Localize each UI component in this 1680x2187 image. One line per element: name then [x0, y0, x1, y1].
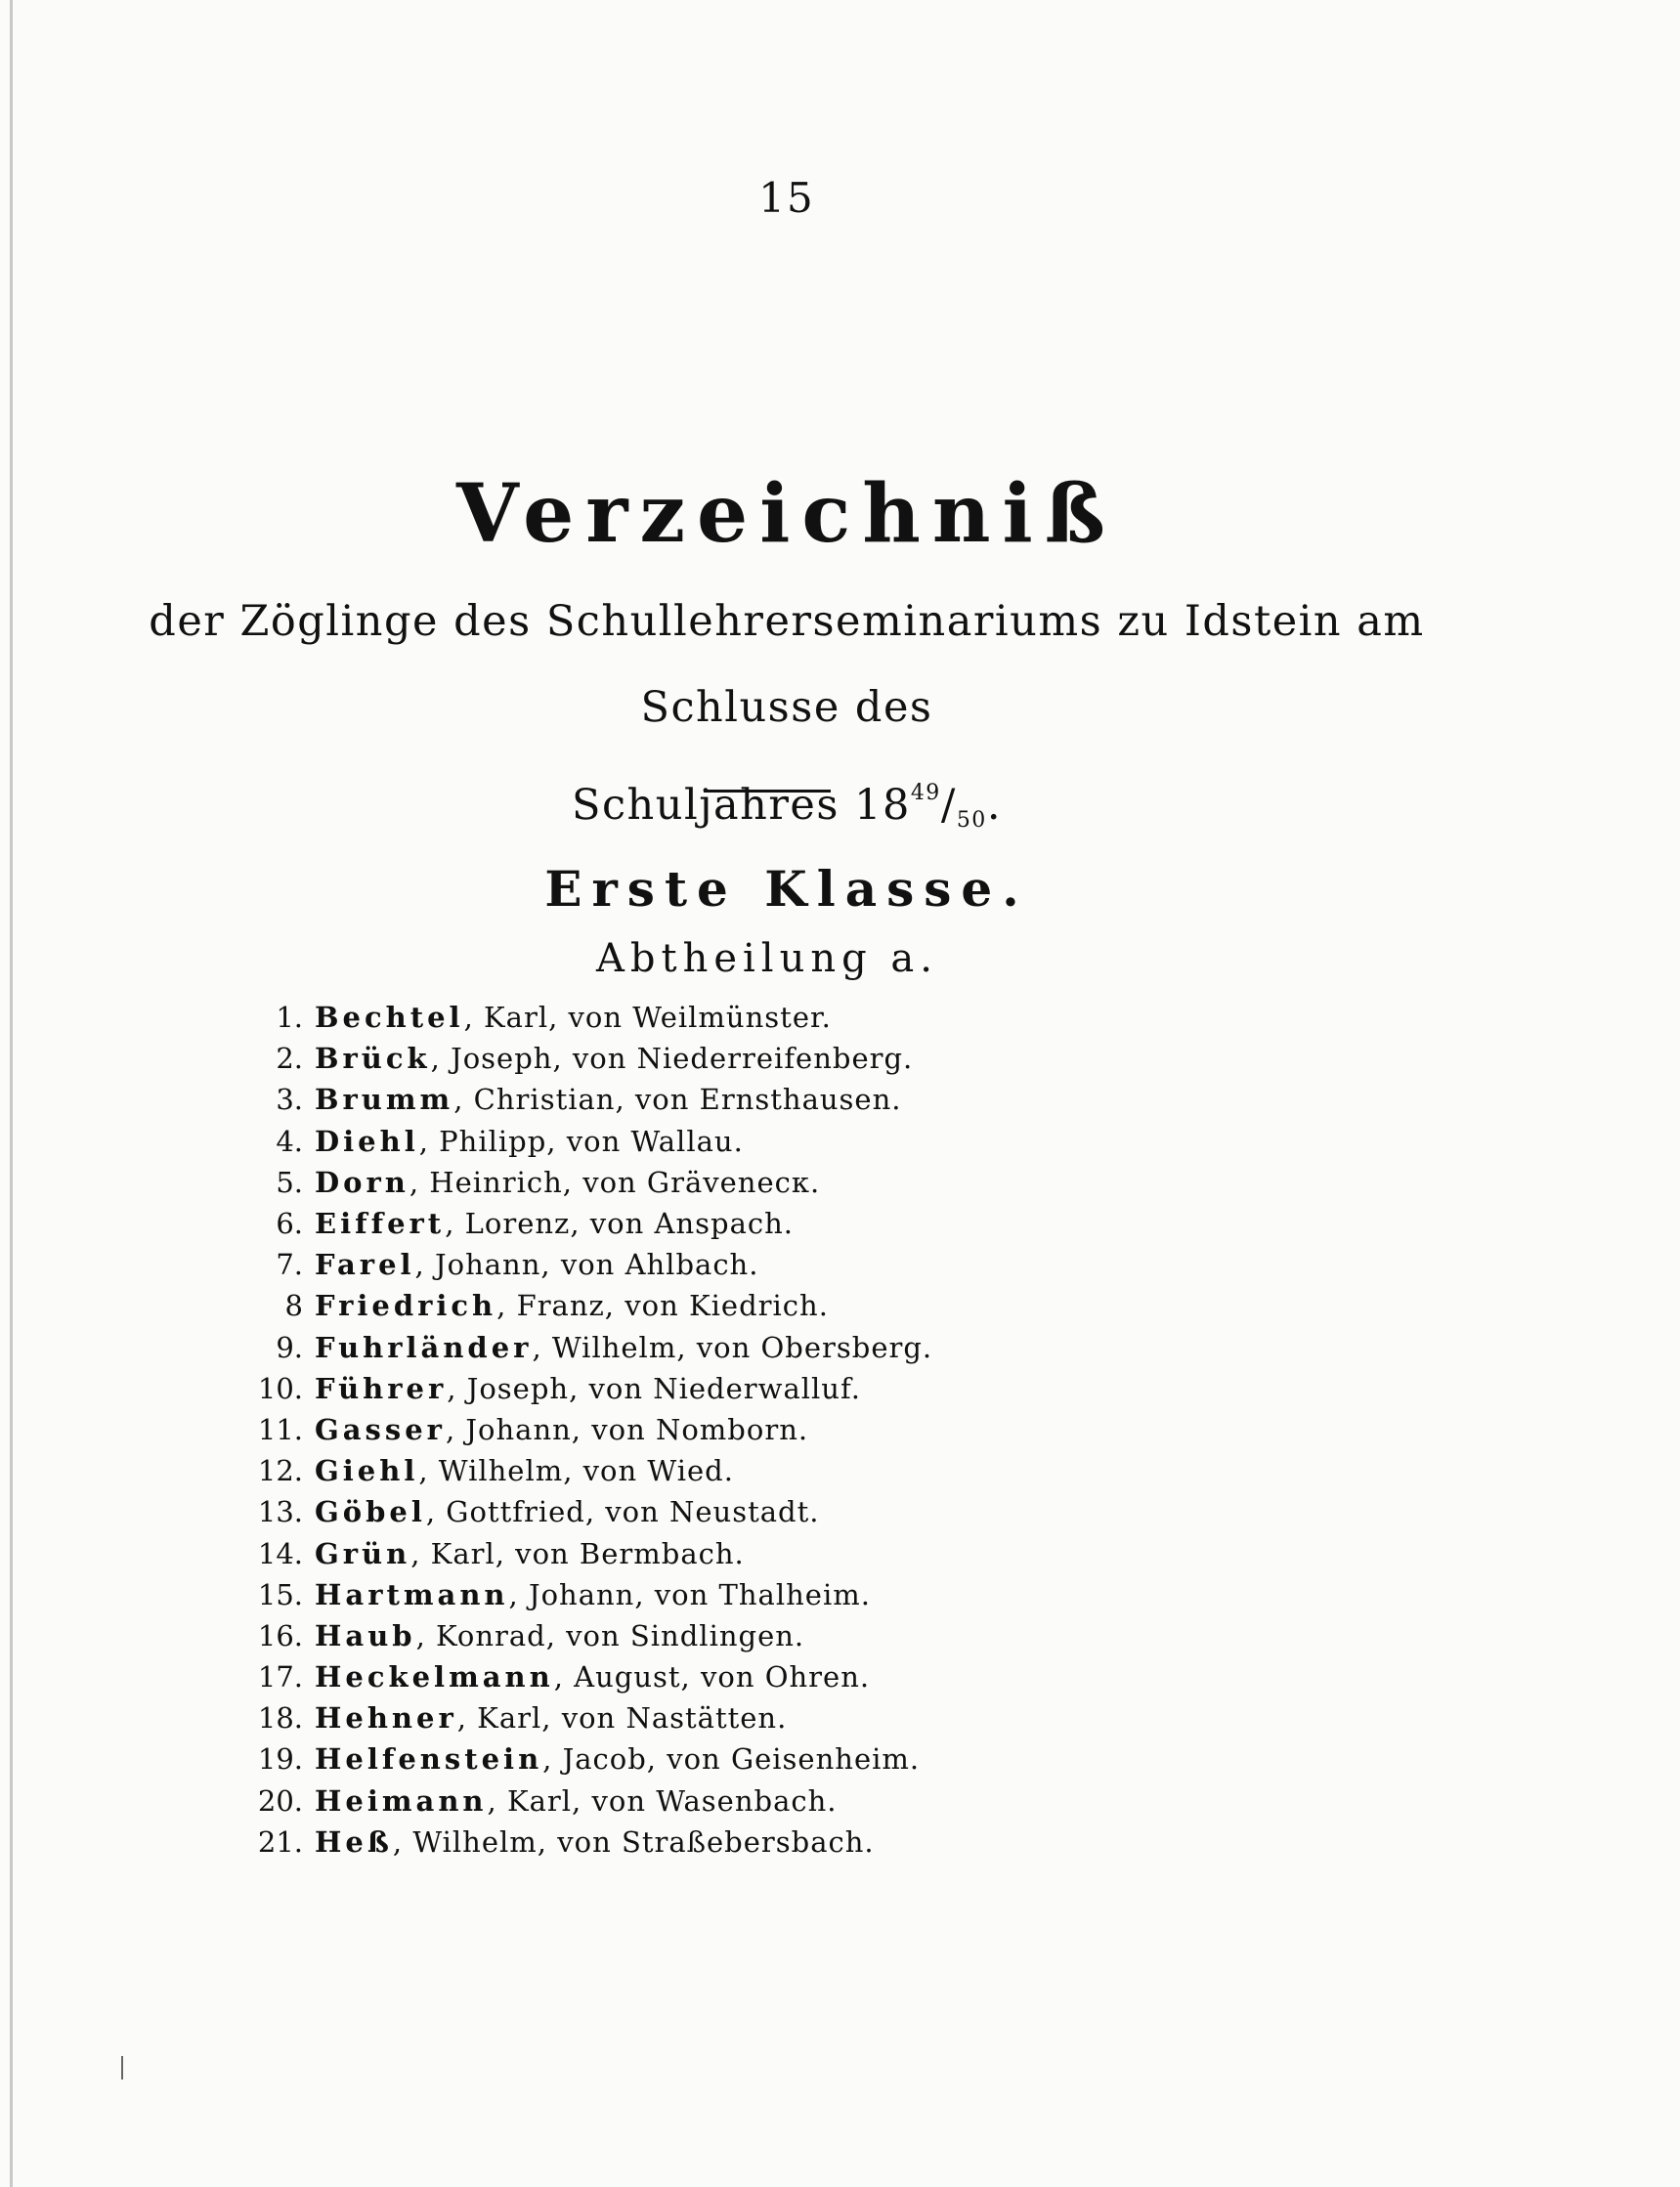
entry-number: 16.	[257, 1618, 303, 1652]
entry-details: , Joseph, von Niederreifenberg.	[430, 1042, 914, 1076]
entry-number: 15.	[257, 1577, 303, 1611]
subtitle-line-2	[88, 750, 1486, 864]
list-item	[244, 1450, 932, 1491]
entry-details: , Karl, von Wasenbach.	[487, 1783, 838, 1818]
entry-number: 21.	[257, 1824, 303, 1859]
entry-number: 4.	[276, 1124, 303, 1158]
year-subscript: 50	[956, 808, 987, 833]
entry-number: 5.	[276, 1165, 303, 1199]
entry-surname: Bechtel	[315, 1001, 464, 1035]
entry-surname: Brumm	[315, 1083, 454, 1117]
entry-details: , Heinrich, von Grävenecк.	[409, 1165, 821, 1199]
entry-number: 12.	[257, 1454, 303, 1488]
entry-number: 8	[284, 1289, 303, 1323]
list-item	[244, 1738, 932, 1780]
entry-surname: Heimann	[315, 1783, 488, 1818]
entry-surname: Heß	[315, 1824, 393, 1859]
document-subtitle	[88, 579, 1486, 864]
entry-surname: Fuhrländer	[315, 1330, 533, 1364]
entry-details: , Karl, von Bermbach.	[410, 1536, 745, 1570]
entry-surname: Heckelmann	[315, 1660, 554, 1694]
entry-surname: Dorn	[315, 1165, 409, 1199]
entry-number: 7.	[276, 1248, 303, 1282]
list-item	[244, 1491, 932, 1532]
entry-details: , Wilhelm, von Wied.	[418, 1454, 734, 1488]
entry-surname: Hartmann	[315, 1577, 509, 1611]
entry-details: , Philipp, von Wallau.	[418, 1124, 744, 1158]
year-separator: /	[940, 781, 957, 830]
list-item	[244, 1038, 932, 1079]
entry-details: , Karl, von Nastätten.	[456, 1701, 788, 1736]
entry-number: 1.	[276, 1001, 303, 1035]
page-number: 15	[758, 174, 815, 222]
entry-number: 10.	[257, 1371, 303, 1405]
entry-details: , Lorenz, von Anspach.	[445, 1207, 795, 1241]
entry-number: 17.	[257, 1660, 303, 1694]
entry-details: , Konrad, von Sindlingen.	[415, 1618, 805, 1652]
year-superscript: 49	[910, 781, 941, 805]
subtitle-line-1: der Zöglinge des Schullehrerseminariums zu Idstein am Schlusse des	[149, 597, 1425, 732]
entry-surname: Brück	[315, 1042, 431, 1076]
list-item	[244, 997, 932, 1038]
list-item	[244, 1822, 932, 1863]
list-item	[244, 1780, 932, 1822]
entry-surname: Helfenstein	[315, 1742, 543, 1777]
entry-details: , August, von Ohren.	[553, 1660, 871, 1694]
entry-surname: Hehner	[315, 1701, 457, 1736]
division-heading: Abtheilung a.	[596, 936, 938, 981]
entry-details: , Johann, von Ahlbach.	[414, 1248, 759, 1282]
entry-number: 14.	[257, 1536, 303, 1570]
entry-number: 13.	[257, 1495, 303, 1529]
entry-details: , Wilhelm, von Straßebersbach.	[392, 1824, 875, 1859]
list-item	[244, 1203, 932, 1244]
document-title: Verzeichniß	[456, 467, 1117, 561]
entry-surname: Farel	[315, 1248, 415, 1282]
class-heading: Erste Klasse.	[544, 860, 1029, 918]
entry-details: , Joseph, von Niederwalluf.	[447, 1371, 861, 1405]
entry-surname: Führer	[315, 1371, 448, 1405]
list-item	[244, 1574, 932, 1615]
entry-number: 11.	[257, 1412, 303, 1446]
list-item	[244, 1697, 932, 1738]
entry-details: , Gottfried, von Neustadt.	[425, 1495, 820, 1529]
scan-artifact-mark	[121, 2056, 123, 2080]
entry-details: , Franz, von Kiedrich.	[496, 1289, 829, 1323]
subtitle-school-year-label: Schuljahres 18	[572, 781, 911, 830]
entry-surname: Haub	[315, 1618, 416, 1652]
entry-number: 2.	[276, 1042, 303, 1076]
entry-details: , Christian, von Ernsthausen.	[453, 1083, 902, 1117]
entry-number: 18.	[257, 1701, 303, 1736]
list-item	[244, 1327, 932, 1368]
student-list	[244, 997, 932, 1863]
entry-surname: Grün	[315, 1536, 411, 1570]
subtitle-period: .	[986, 781, 1002, 830]
binding-edge	[10, 0, 13, 2187]
entry-surname: Eiffert	[315, 1207, 446, 1241]
list-item	[244, 1615, 932, 1656]
entry-number: 20.	[257, 1783, 303, 1818]
list-item	[244, 1368, 932, 1409]
entry-surname: Göbel	[315, 1495, 426, 1529]
entry-number: 3.	[276, 1083, 303, 1117]
list-item	[244, 1079, 932, 1120]
entry-details: , Wilhelm, von Obersberg.	[532, 1330, 933, 1364]
list-item	[244, 1244, 932, 1285]
entry-number: 6.	[276, 1207, 303, 1241]
entry-surname: Friedrich	[315, 1289, 497, 1323]
list-item	[244, 1532, 932, 1573]
list-item	[244, 1656, 932, 1697]
divider-rule	[704, 790, 831, 793]
entry-details: , Johann, von Nomborn.	[445, 1412, 809, 1446]
list-item	[244, 1409, 932, 1450]
list-item	[244, 1121, 932, 1162]
entry-details: , Karl, von Weilmünster.	[463, 1001, 832, 1035]
entry-number: 19.	[257, 1742, 303, 1777]
entry-surname: Giehl	[315, 1454, 419, 1488]
entry-details: , Jacob, von Geisenheim.	[542, 1742, 921, 1777]
list-item	[244, 1285, 932, 1326]
entry-number: 9.	[276, 1330, 303, 1364]
entry-details: , Johann, von Thalheim.	[508, 1577, 871, 1611]
list-item	[244, 1162, 932, 1203]
entry-surname: Gasser	[315, 1412, 446, 1446]
entry-surname: Diehl	[315, 1124, 419, 1158]
